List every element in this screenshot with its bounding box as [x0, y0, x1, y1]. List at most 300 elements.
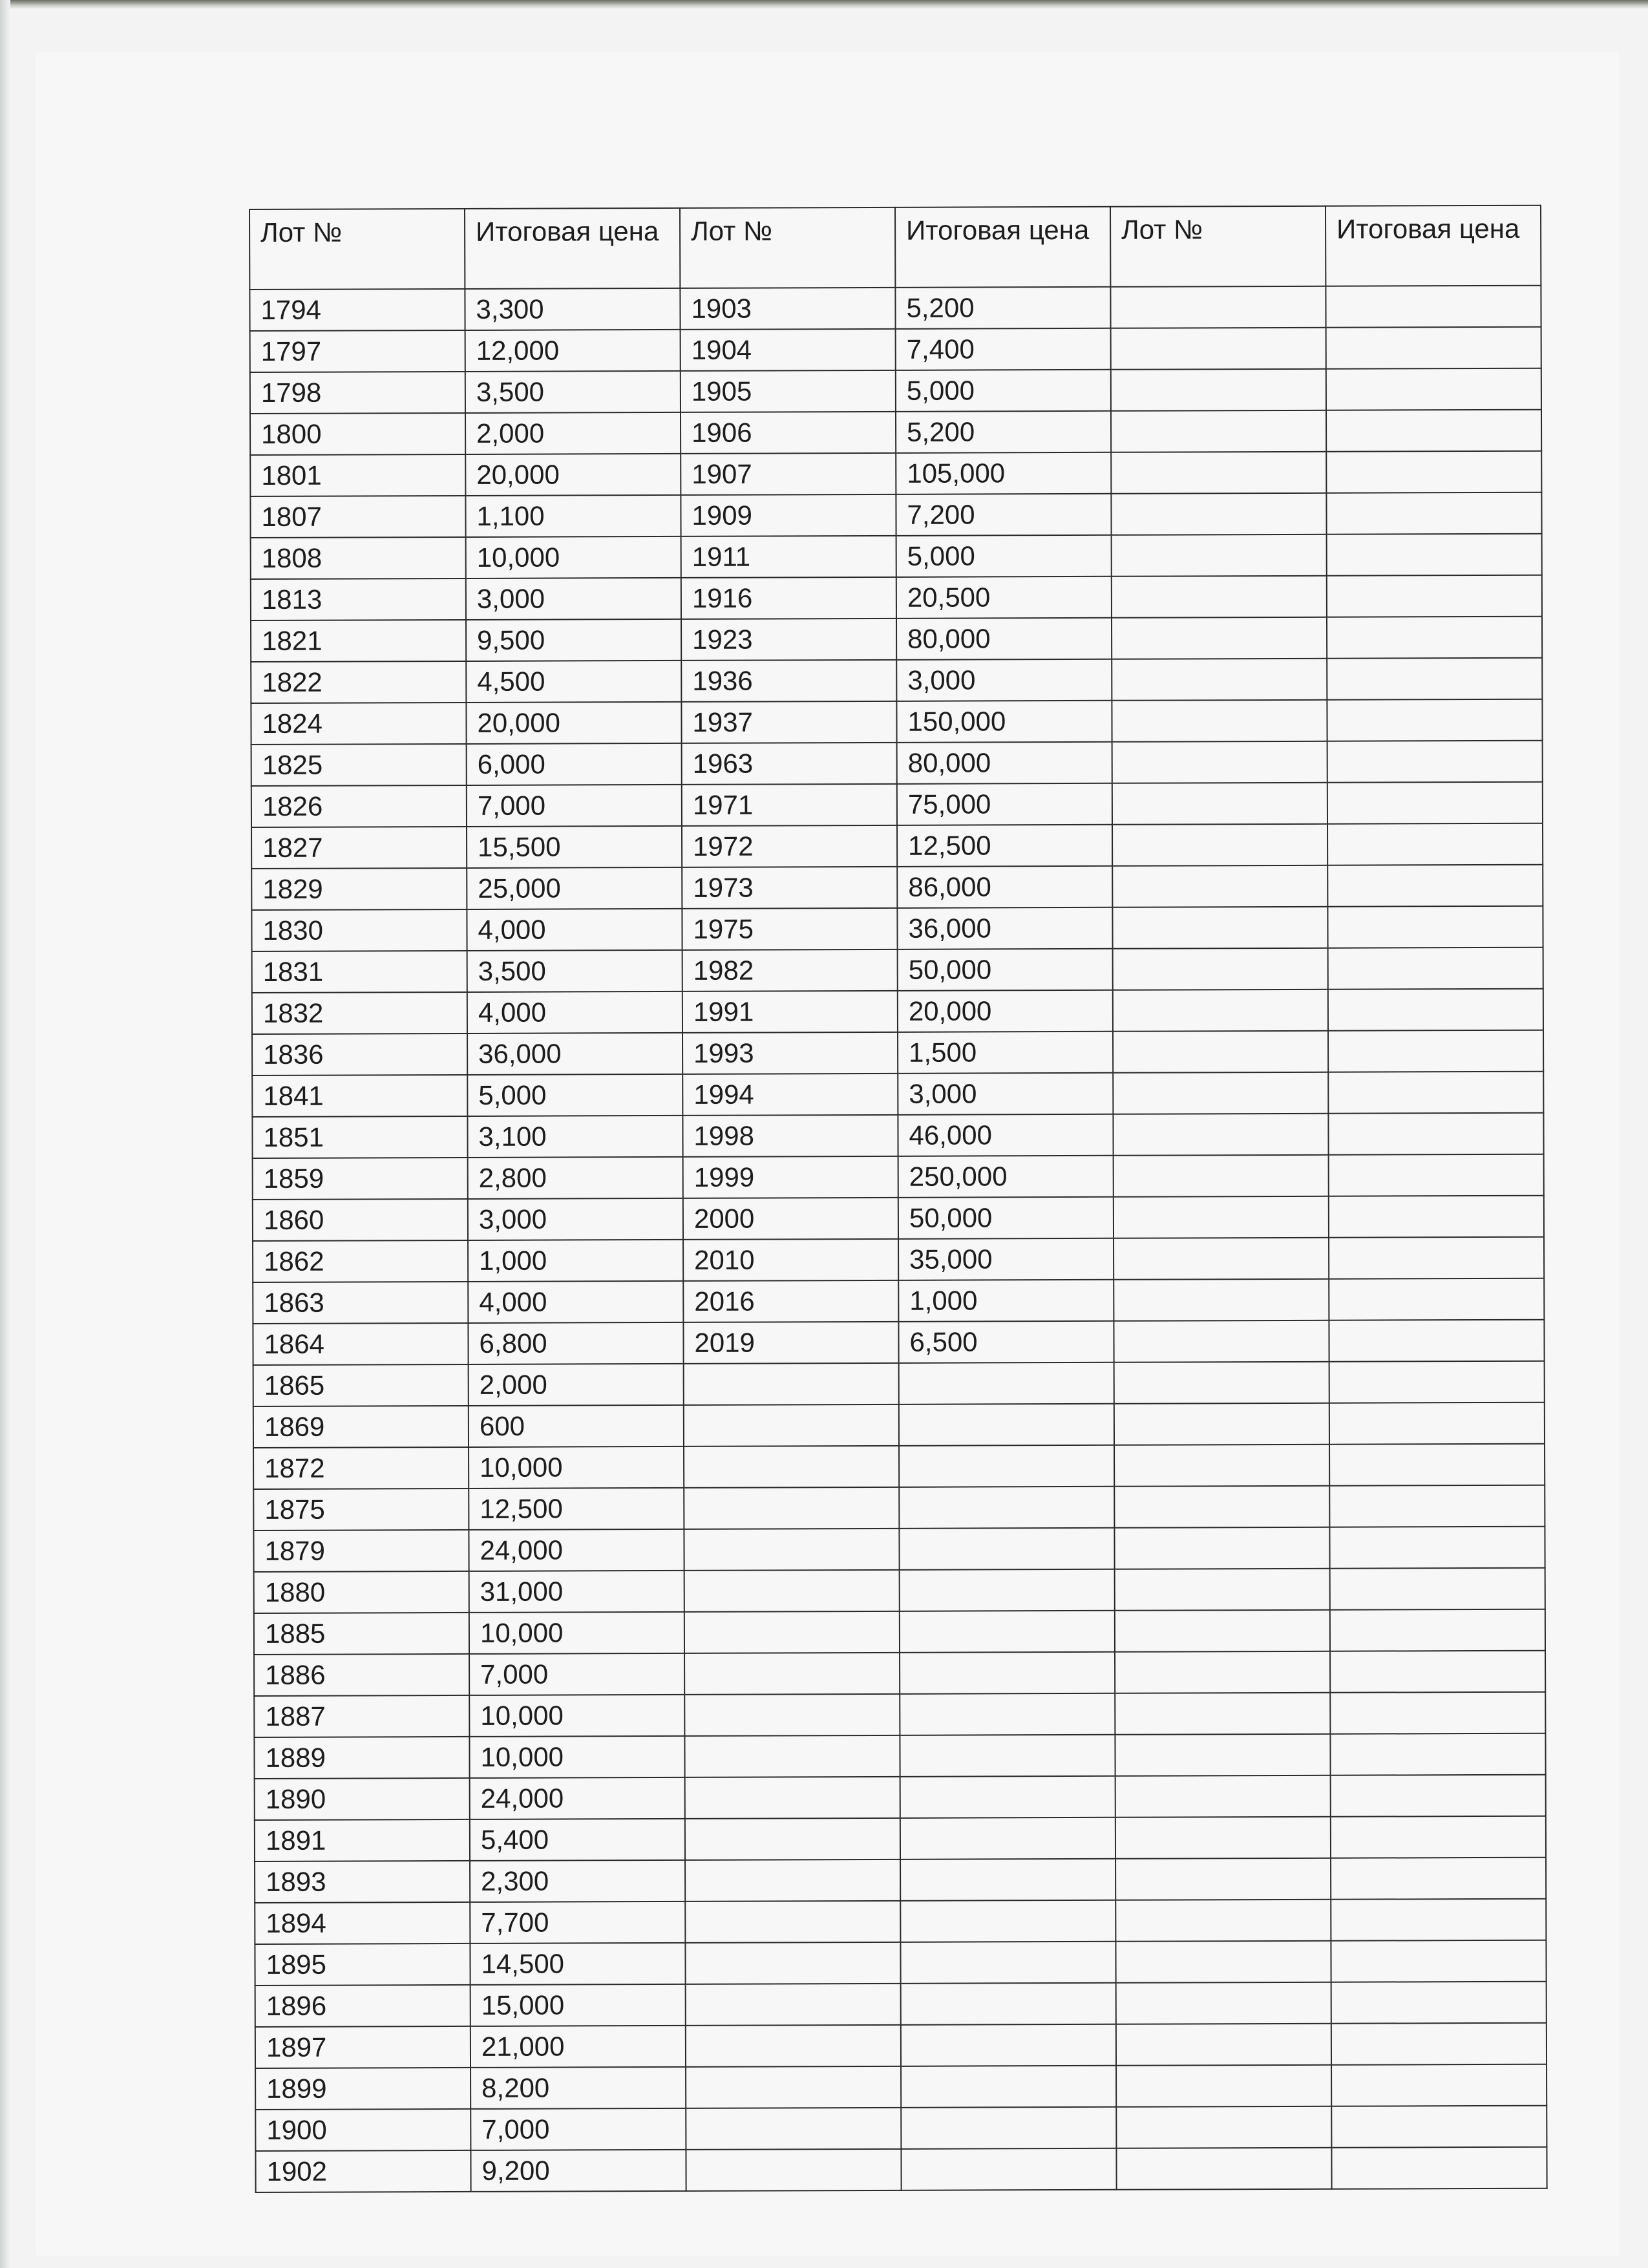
final-price-cell: 9,500: [466, 619, 681, 661]
final-price-cell: [1326, 493, 1541, 535]
lot-number-cell: [1115, 1941, 1331, 1983]
final-price-cell: [1331, 1858, 1546, 1900]
final-price-cell: 7,000: [470, 2108, 686, 2150]
table-row: [249, 286, 1541, 331]
final-price-cell: 25,000: [467, 867, 682, 909]
lot-number-cell: [684, 1694, 900, 1736]
final-price-cell: 1,100: [465, 495, 681, 537]
final-price-cell: 4,500: [466, 661, 681, 703]
final-price-cell: [900, 1611, 1115, 1653]
final-price-cell: [1329, 1154, 1544, 1196]
final-price-cell: [1328, 1072, 1543, 1114]
lot-number-cell: 2010: [683, 1239, 898, 1281]
table-row: [254, 1733, 1545, 1779]
final-price-cell: [900, 1652, 1115, 1694]
final-price-cell: [1326, 410, 1541, 452]
lot-number-cell: [1113, 1114, 1328, 1156]
lot-number-cell: 1863: [253, 1282, 468, 1324]
lot-number-cell: [684, 1446, 899, 1488]
lot-number-cell: [1114, 1445, 1329, 1487]
final-price-cell: 6,000: [467, 743, 682, 785]
lot-number-cell: 1808: [251, 537, 466, 579]
final-price-cell: 5,000: [467, 1074, 682, 1116]
final-price-cell: 150,000: [896, 701, 1112, 743]
final-price-cell: [1331, 1899, 1546, 1941]
lot-number-cell: 1982: [682, 949, 898, 991]
final-price-cell: 36,000: [467, 1033, 682, 1075]
table-row: [250, 493, 1541, 538]
lot-number-cell: [1115, 1858, 1331, 1900]
table-row: [253, 1403, 1545, 1448]
final-price-cell: [1328, 1113, 1543, 1155]
final-price-cell: [1329, 1320, 1544, 1362]
final-price-cell: 3,000: [896, 659, 1112, 701]
final-price-cell: [1327, 699, 1542, 741]
lot-number-cell: [1115, 1651, 1330, 1693]
lot-number-cell: 1872: [253, 1447, 469, 1489]
table-row: [251, 741, 1543, 786]
header-final-price-1: Итоговая цена: [465, 208, 680, 289]
lot-number-cell: 1875: [253, 1489, 469, 1531]
header-lot-number-1: Лот №: [249, 209, 465, 290]
final-price-cell: 10,000: [469, 1695, 684, 1737]
final-price-cell: 105,000: [896, 452, 1111, 494]
final-price-cell: 31,000: [469, 1571, 684, 1613]
final-price-cell: [1327, 575, 1542, 617]
final-price-cell: 6,800: [468, 1322, 683, 1364]
lot-number-cell: [686, 1984, 901, 2026]
final-price-cell: [900, 1859, 1115, 1901]
lot-number-cell: 1900: [255, 2109, 470, 2151]
table-row: [250, 410, 1541, 455]
table-row: [252, 1113, 1543, 1158]
lot-number-cell: [1114, 1486, 1329, 1528]
table-row: [253, 1361, 1545, 1406]
lot-number-cell: 1825: [251, 744, 467, 786]
final-price-cell: 3,500: [467, 950, 682, 992]
final-price-cell: [1331, 2106, 1547, 2148]
final-price-cell: 15,500: [467, 826, 682, 868]
lot-results-table: [249, 205, 1548, 2193]
lot-number-cell: [1112, 617, 1327, 659]
lot-number-cell: 1916: [681, 577, 896, 619]
final-price-cell: [1328, 948, 1543, 990]
lot-number-cell: 1902: [255, 2150, 470, 2192]
table-row: [251, 534, 1542, 579]
final-price-cell: [1331, 1816, 1546, 1858]
lot-number-cell: [1112, 741, 1327, 783]
final-price-cell: [1331, 2023, 1547, 2065]
table-row: [253, 1278, 1544, 1324]
lot-number-cell: [1111, 493, 1326, 535]
lot-number-cell: 1826: [251, 785, 467, 827]
final-price-cell: [1329, 1196, 1544, 1238]
lot-number-cell: [1111, 328, 1326, 370]
final-price-cell: [1331, 2147, 1547, 2189]
lot-number-cell: 1822: [251, 661, 466, 703]
header-row: [249, 206, 1541, 290]
lot-number-cell: 1891: [255, 1819, 470, 1861]
lot-number-cell: [685, 1942, 900, 1984]
table-row: [255, 1982, 1547, 2027]
final-price-cell: 12,500: [469, 1488, 684, 1530]
lot-number-cell: 1879: [253, 1530, 469, 1572]
final-price-cell: 86,000: [897, 866, 1112, 908]
lot-number-cell: 1895: [255, 1944, 470, 1986]
lot-number-cell: 1827: [251, 827, 467, 869]
lot-number-cell: [685, 1777, 900, 1819]
final-price-cell: [1326, 451, 1541, 493]
final-price-cell: [899, 1404, 1114, 1446]
final-price-cell: 9,200: [470, 2150, 686, 2192]
final-price-cell: [899, 1362, 1114, 1404]
final-price-cell: 20,500: [896, 577, 1112, 619]
header-lot-number-2: Лот №: [680, 207, 895, 288]
lot-number-cell: [1115, 1610, 1330, 1652]
final-price-cell: 24,000: [469, 1529, 684, 1571]
table-row: [250, 327, 1541, 372]
final-price-cell: 250,000: [898, 1156, 1114, 1198]
lot-number-cell: 2016: [683, 1280, 898, 1322]
lot-number-cell: [1113, 1072, 1328, 1114]
final-price-cell: [1327, 741, 1543, 783]
final-price-cell: [1327, 534, 1542, 576]
table-row: [253, 1237, 1544, 1282]
lot-number-cell: [684, 1529, 899, 1571]
table-row: [254, 1609, 1545, 1655]
lot-number-cell: 1971: [682, 784, 897, 826]
lot-number-cell: [1113, 1031, 1328, 1073]
final-price-cell: 4,000: [467, 909, 682, 951]
final-price-cell: [900, 1818, 1115, 1860]
table-row: [253, 1320, 1544, 1365]
lot-number-cell: 1831: [252, 951, 467, 993]
table-row: [251, 658, 1542, 703]
final-price-cell: [1329, 1527, 1545, 1569]
lot-number-cell: 1998: [682, 1115, 898, 1157]
lot-number-cell: [1113, 990, 1328, 1032]
lot-number-cell: [1111, 369, 1326, 411]
lot-number-cell: 1991: [682, 991, 898, 1033]
final-price-cell: 5,400: [470, 1819, 685, 1861]
lot-number-cell: 1911: [681, 536, 896, 578]
final-price-cell: 10,000: [469, 1736, 684, 1778]
final-price-cell: [1330, 1733, 1545, 1775]
final-price-cell: 3,000: [468, 1198, 683, 1240]
lot-number-cell: 1821: [251, 620, 466, 662]
lot-number-cell: [1114, 1362, 1329, 1404]
final-price-cell: 3,100: [467, 1116, 682, 1158]
final-price-cell: 7,000: [467, 785, 682, 827]
lot-number-cell: 1899: [255, 2068, 470, 2110]
lot-number-cell: 1972: [682, 825, 897, 867]
lot-number-cell: 1963: [682, 743, 897, 785]
final-price-cell: [1327, 782, 1543, 824]
table-row: [255, 2023, 1547, 2068]
lot-number-cell: 1864: [253, 1323, 468, 1365]
final-price-cell: 75,000: [897, 783, 1112, 825]
lot-number-cell: 1896: [255, 1985, 470, 2027]
lot-number-cell: [1115, 1900, 1331, 1942]
final-price-cell: 3,000: [898, 1073, 1113, 1115]
table-row: [253, 1527, 1545, 1572]
lot-number-cell: [1114, 1279, 1329, 1321]
scan-edge-left: [0, 0, 10, 2268]
final-price-cell: 7,200: [896, 494, 1111, 536]
final-price-cell: [1328, 1030, 1543, 1072]
final-price-cell: 10,000: [469, 1447, 684, 1489]
table-row: [254, 1692, 1545, 1737]
final-price-cell: [901, 2148, 1116, 2190]
lot-number-cell: [686, 2025, 901, 2067]
lot-number-cell: 1907: [681, 453, 896, 495]
final-price-cell: 2,000: [465, 412, 681, 454]
lot-number-cell: 1851: [252, 1116, 467, 1158]
final-price-cell: 1,000: [468, 1240, 683, 1282]
final-price-cell: 20,000: [898, 990, 1113, 1032]
lot-number-cell: 1797: [250, 330, 465, 372]
final-price-cell: [1329, 1278, 1544, 1320]
table-body: [249, 286, 1547, 2192]
table-row: [255, 1816, 1546, 1861]
lot-number-cell: [684, 1735, 900, 1777]
lot-number-cell: 1813: [251, 578, 466, 620]
lot-number-cell: [1110, 286, 1326, 328]
lot-number-cell: [684, 1363, 899, 1405]
final-price-cell: 4,000: [468, 1281, 683, 1323]
lot-number-cell: [684, 1611, 900, 1653]
final-price-cell: 3,500: [465, 371, 681, 413]
lot-number-cell: [1114, 1527, 1329, 1569]
final-price-cell: [1327, 865, 1543, 907]
final-price-cell: 20,000: [466, 702, 681, 744]
lot-number-cell: 1801: [250, 454, 465, 496]
lot-number-cell: 1905: [681, 370, 896, 412]
table-row: [253, 1154, 1544, 1200]
lot-number-cell: 1999: [683, 1156, 898, 1198]
final-price-cell: 35,000: [898, 1238, 1114, 1280]
lot-number-cell: [685, 1901, 900, 1943]
final-price-cell: [1328, 989, 1543, 1031]
lot-number-cell: [1112, 865, 1327, 907]
lot-number-cell: 1794: [249, 289, 465, 331]
lot-number-cell: [1116, 1982, 1331, 2024]
table-row: [254, 1651, 1545, 1696]
final-price-cell: 14,500: [470, 1943, 685, 1985]
final-price-cell: 2,300: [470, 1860, 685, 1902]
table-row: [253, 1444, 1545, 1489]
lot-number-cell: 1880: [254, 1571, 469, 1613]
table-row: [251, 865, 1543, 910]
final-price-cell: [1326, 327, 1541, 369]
final-price-cell: [1330, 1692, 1545, 1734]
lot-number-cell: [1116, 2024, 1331, 2066]
final-price-cell: 5,000: [896, 535, 1112, 577]
lot-number-cell: [1116, 2065, 1331, 2107]
lot-number-cell: [685, 1818, 900, 1860]
lot-number-cell: [1114, 1320, 1329, 1362]
table-row: [253, 1196, 1544, 1241]
final-price-cell: [901, 2107, 1116, 2149]
final-price-cell: 3,000: [466, 578, 681, 620]
final-price-cell: [901, 1983, 1116, 2025]
table-row: [253, 1485, 1545, 1531]
lot-number-cell: 1860: [253, 1199, 468, 1241]
final-price-cell: 10,000: [466, 536, 681, 578]
final-price-cell: [1329, 1444, 1545, 1486]
final-price-cell: [1327, 906, 1543, 948]
final-price-cell: 5,000: [896, 370, 1111, 412]
lot-number-cell: [684, 1404, 899, 1447]
final-price-cell: 24,000: [470, 1777, 685, 1819]
final-price-cell: [1330, 1568, 1545, 1610]
final-price-cell: [1331, 1982, 1547, 2024]
table-row: [250, 451, 1541, 496]
lot-number-cell: [1115, 1775, 1331, 1818]
lot-number-cell: [1112, 659, 1327, 701]
final-price-cell: [900, 1735, 1115, 1777]
final-price-cell: 5,200: [896, 411, 1111, 453]
lot-number-cell: [1112, 783, 1327, 825]
lot-number-cell: 1993: [682, 1032, 898, 1074]
table-row: [252, 1072, 1543, 1117]
final-price-cell: [1330, 1651, 1545, 1693]
lot-number-cell: [1114, 1196, 1329, 1238]
final-price-cell: 12,000: [465, 330, 681, 372]
lot-number-cell: 1890: [255, 1778, 470, 1820]
final-price-cell: 36,000: [897, 907, 1112, 949]
lot-number-cell: 1973: [682, 867, 897, 909]
final-price-cell: 6,500: [898, 1321, 1114, 1363]
lot-number-cell: [1115, 1569, 1330, 1611]
final-price-cell: 5,200: [895, 287, 1110, 329]
lot-number-cell: 1807: [250, 496, 465, 538]
lot-number-cell: [1112, 576, 1327, 618]
lot-number-cell: [1114, 1155, 1329, 1197]
final-price-cell: 1,000: [898, 1280, 1114, 1322]
lot-number-cell: 1865: [253, 1364, 469, 1406]
final-price-cell: 3,300: [465, 288, 680, 330]
table-row: [250, 368, 1541, 414]
final-price-cell: [1330, 1609, 1545, 1651]
scan-edge-top: [0, 0, 1648, 9]
final-price-cell: 2,000: [469, 1364, 684, 1406]
final-price-cell: 7,400: [896, 328, 1111, 370]
lot-number-cell: 1886: [254, 1654, 469, 1696]
final-price-cell: [1331, 2064, 1547, 2106]
lot-number-cell: 1832: [252, 992, 467, 1034]
lot-number-cell: 1897: [255, 2026, 470, 2068]
final-price-cell: [899, 1445, 1114, 1487]
final-price-cell: [1329, 1485, 1545, 1527]
lot-number-cell: [685, 1860, 900, 1902]
final-price-cell: [1327, 658, 1542, 700]
lot-number-cell: 1841: [252, 1075, 467, 1117]
lot-number-cell: 1798: [250, 372, 465, 414]
final-price-cell: 600: [469, 1405, 684, 1447]
lot-number-cell: 1824: [251, 703, 466, 745]
lot-number-cell: 1889: [254, 1737, 469, 1779]
lot-number-cell: 1830: [251, 909, 467, 951]
final-price-cell: 4,000: [467, 991, 682, 1033]
lot-number-cell: [1112, 700, 1327, 742]
table-row: [252, 948, 1543, 993]
final-price-cell: [901, 2066, 1116, 2108]
lot-number-cell: [686, 2066, 901, 2108]
lot-number-cell: [1115, 1817, 1331, 1859]
lot-number-cell: 1894: [255, 1902, 470, 1944]
final-price-cell: 21,000: [470, 2026, 686, 2068]
table-row: [255, 1858, 1546, 1903]
lot-number-cell: [1114, 1238, 1329, 1280]
table-row: [255, 1940, 1546, 1986]
final-price-cell: [1327, 823, 1543, 865]
lot-number-cell: 1975: [682, 908, 897, 950]
final-price-cell: 10,000: [469, 1612, 684, 1654]
lot-number-cell: 1869: [253, 1406, 469, 1448]
table-row: [254, 1568, 1545, 1613]
lot-number-cell: 1994: [682, 1074, 898, 1116]
lot-number-cell: [684, 1653, 900, 1695]
lot-number-cell: 1836: [252, 1033, 467, 1076]
lot-number-cell: 1859: [253, 1158, 468, 1200]
header-final-price-3: Итоговая цена: [1326, 206, 1541, 286]
table-row: [252, 989, 1543, 1034]
lot-number-cell: [1115, 1693, 1330, 1735]
lot-number-cell: 1906: [681, 412, 896, 454]
table-row: [255, 2106, 1547, 2151]
final-price-cell: [899, 1528, 1114, 1570]
table-row: [251, 699, 1542, 745]
table-row: [252, 1030, 1543, 1076]
final-price-cell: [900, 1569, 1115, 1611]
lot-number-cell: 1904: [681, 329, 896, 371]
final-price-cell: 7,700: [470, 1902, 685, 1944]
table-row: [251, 782, 1543, 827]
final-price-cell: 1,500: [898, 1032, 1113, 1074]
lot-number-cell: [1114, 1403, 1329, 1445]
lot-number-cell: [684, 1487, 899, 1529]
final-price-cell: [1326, 368, 1541, 410]
lot-number-cell: [686, 2108, 901, 2150]
lot-number-cell: 2000: [683, 1198, 898, 1240]
final-price-cell: [1329, 1403, 1545, 1445]
final-price-cell: [1329, 1361, 1545, 1403]
final-price-cell: [899, 1487, 1114, 1529]
table-row: [255, 1899, 1546, 1944]
final-price-cell: [1327, 617, 1542, 659]
final-price-cell: [1331, 1775, 1546, 1817]
table-row: [255, 1775, 1546, 1820]
lot-number-cell: 1887: [254, 1695, 469, 1737]
table-row: [255, 2147, 1547, 2192]
lot-number-cell: 1923: [681, 619, 896, 661]
final-price-cell: 15,000: [470, 1984, 686, 2026]
lot-number-cell: 1937: [681, 701, 896, 743]
lot-number-cell: 1909: [681, 494, 896, 536]
final-price-cell: 12,500: [897, 825, 1112, 867]
lot-number-cell: [1113, 948, 1328, 990]
table-row: [251, 575, 1542, 620]
table-row: [255, 2064, 1547, 2110]
final-price-cell: [900, 1776, 1115, 1818]
lot-number-cell: [1116, 2148, 1331, 2190]
final-price-cell: 50,000: [898, 949, 1113, 991]
final-price-cell: [900, 1942, 1115, 1984]
lot-number-cell: [1115, 1734, 1330, 1776]
header-final-price-2: Итоговая цена: [895, 207, 1110, 288]
final-price-cell: [1329, 1237, 1544, 1279]
